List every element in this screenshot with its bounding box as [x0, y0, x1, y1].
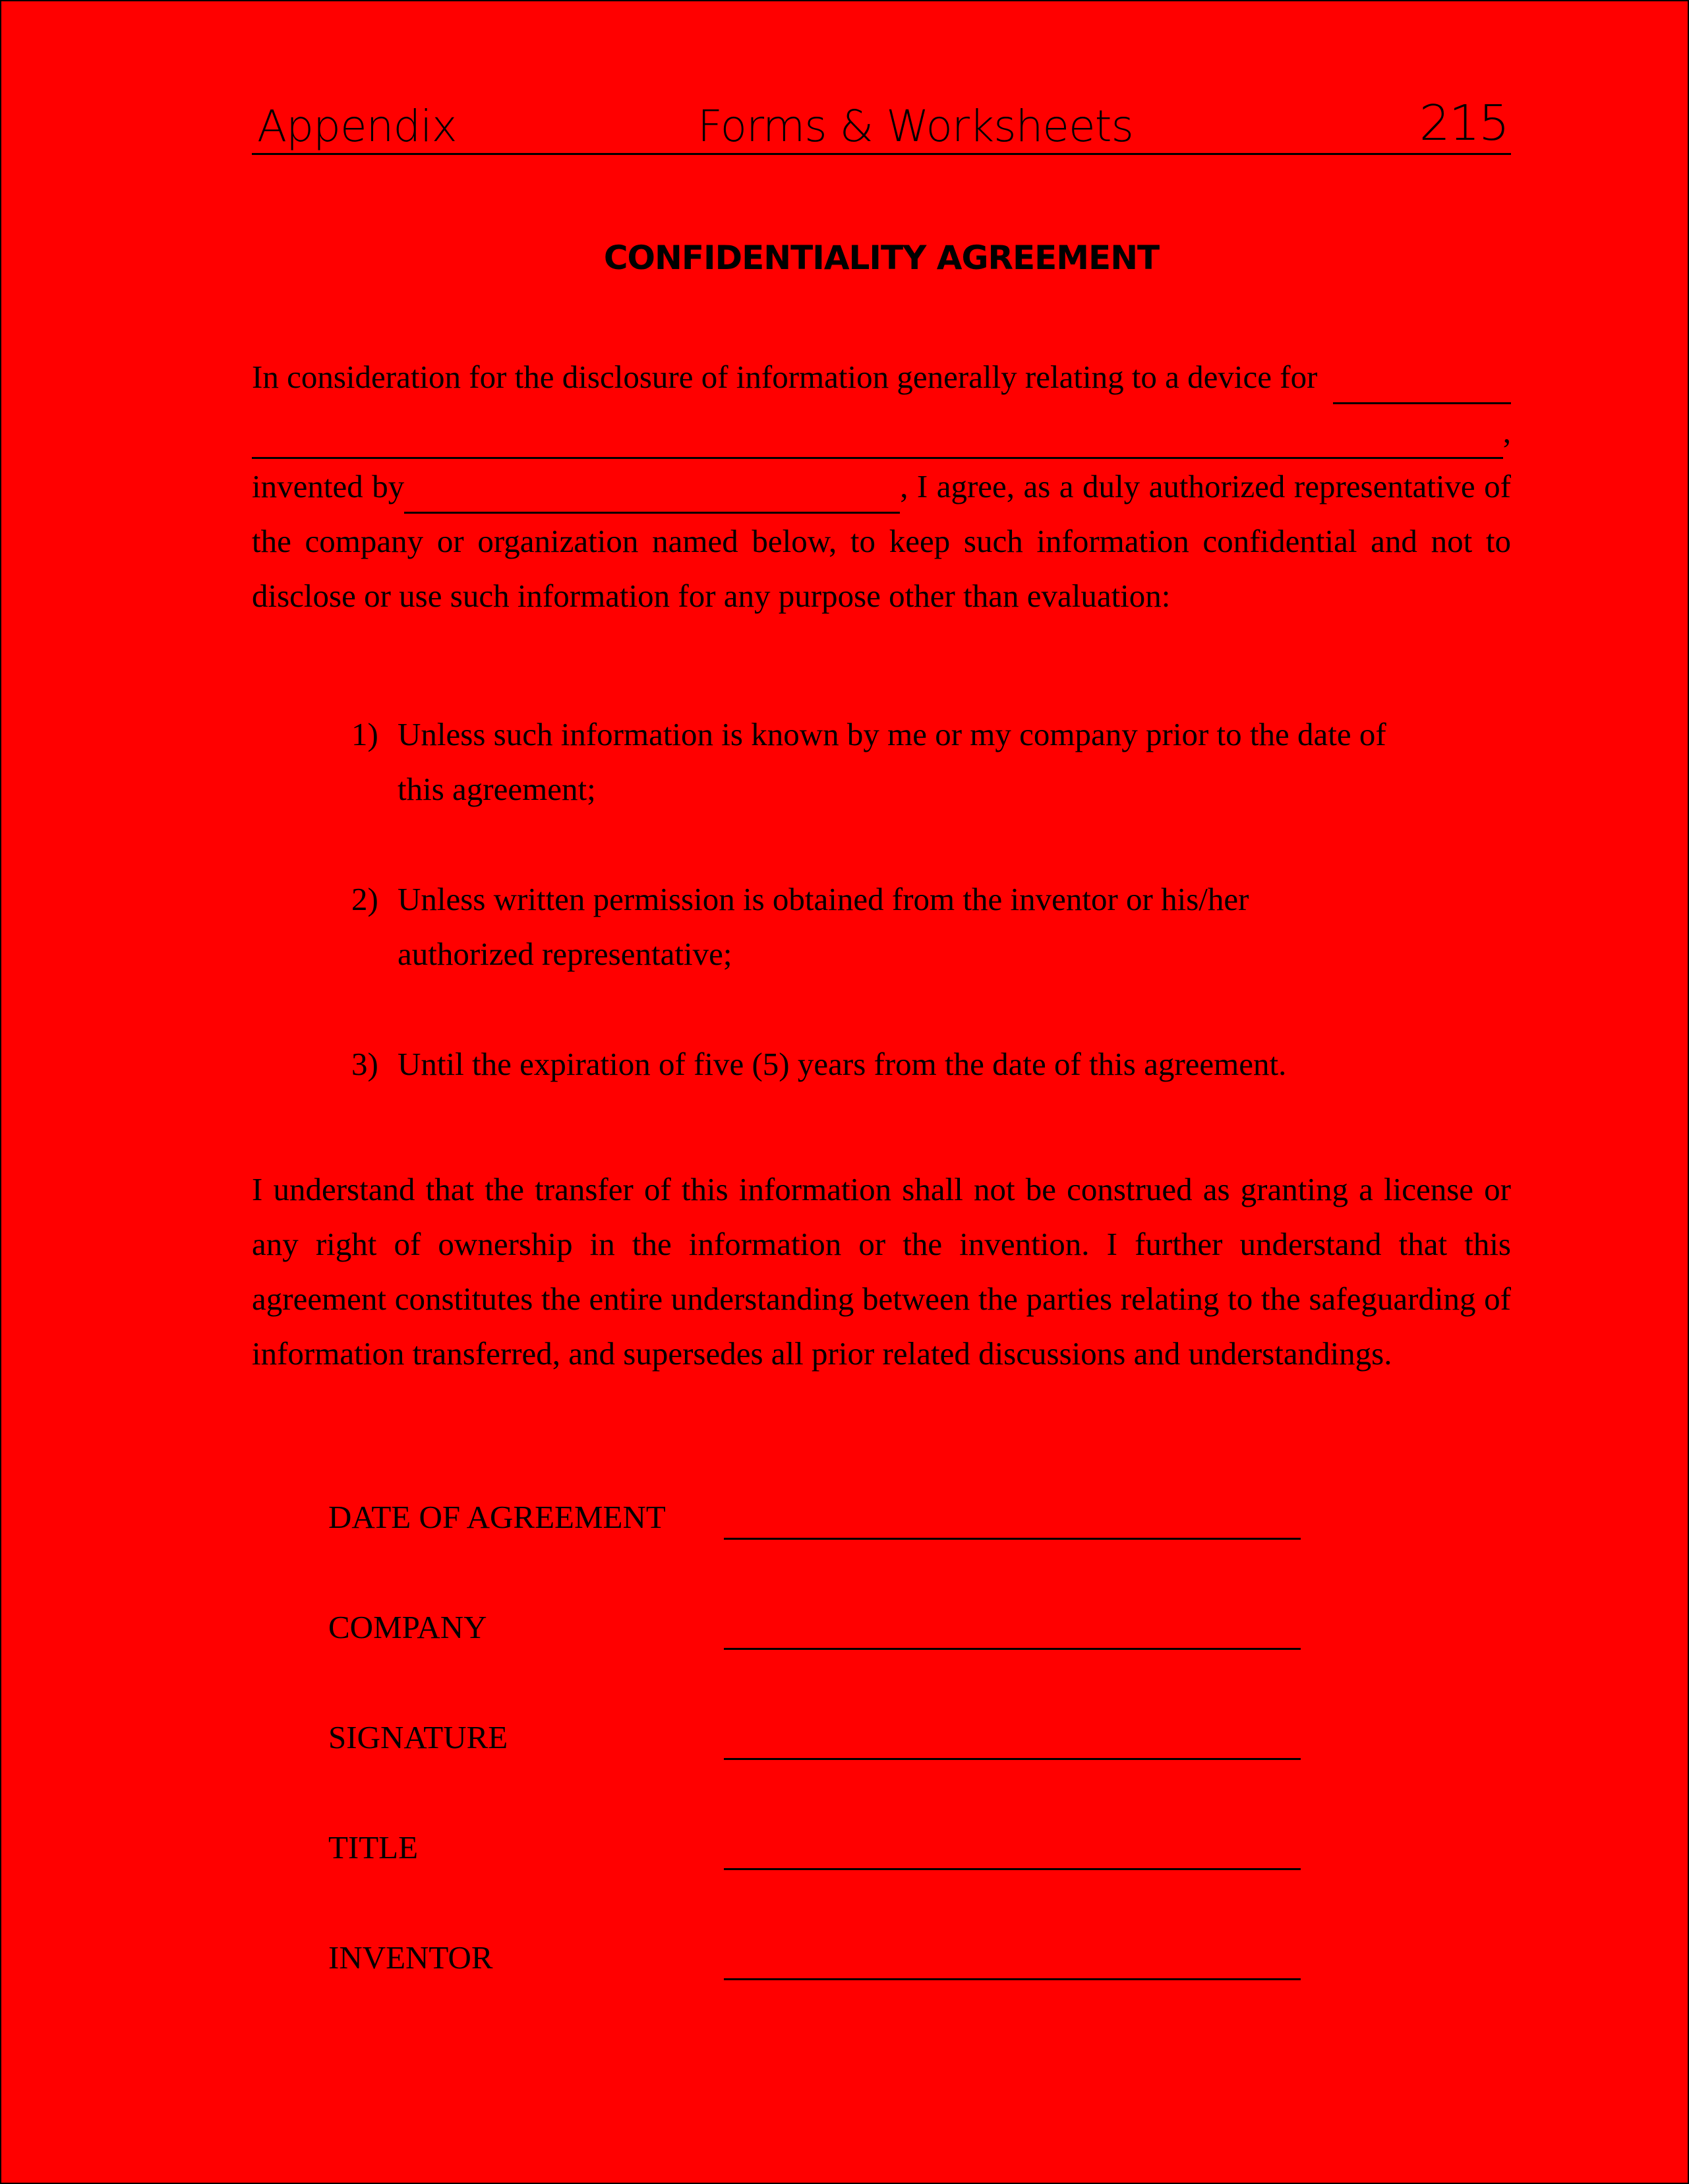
condition-number: 2)	[351, 881, 378, 917]
intro-invented-by: invented by	[252, 468, 405, 504]
intro-comma: ,	[1502, 413, 1511, 450]
condition-item	[351, 1037, 1393, 1091]
date-of-agreement-field[interactable]	[724, 1492, 1301, 1540]
device-description-blank-continued[interactable]	[252, 423, 1503, 459]
inventor-field[interactable]	[724, 1932, 1301, 1980]
device-description-blank[interactable]	[1333, 369, 1511, 404]
signature-row-company	[328, 1597, 1304, 1650]
inventor-name-blank[interactable]	[404, 478, 900, 514]
header-chapter-title: Forms & Worksheets	[697, 101, 1133, 152]
intro-paragraph	[252, 349, 1511, 623]
date-of-agreement-label: DATE OF AGREEMENT	[328, 1499, 666, 1535]
document-title: CONFIDENTIALITY AGREEMENT	[603, 239, 1160, 277]
title-field[interactable]	[724, 1822, 1301, 1870]
inventor-label: INVENTOR	[328, 1939, 493, 1976]
signature-row-signature	[328, 1707, 1304, 1760]
signature-field[interactable]	[724, 1712, 1301, 1760]
intro-text-part1: In consideration for the disclosure of information generally relating to a device for	[252, 359, 1318, 395]
condition-number: 1)	[351, 716, 378, 752]
page-number: 215	[1419, 95, 1508, 152]
signature-row-date	[328, 1487, 1304, 1540]
running-header	[252, 92, 1511, 155]
intro-line-3	[252, 459, 1511, 623]
condition-number: 3)	[351, 1046, 378, 1082]
intro-line-2	[252, 404, 1511, 459]
condition-text: Unless written permission is obtained from the inventor or his/her authorized representative;	[398, 881, 1249, 972]
title-label: TITLE	[328, 1829, 419, 1866]
intro-line-1	[252, 349, 1511, 404]
closing-paragraph: I understand that the transfer of this information shall not be construed as granting a license or any right of ownership in the information or the invention. I further understand that this agreement constitutes the entire understanding between the parties relating to the safeguarding of information transferred, and supersedes all prior related discussions and understandings.	[252, 1171, 1511, 1372]
header-section-label: Appendix	[257, 101, 457, 152]
condition-text: Until the expiration of five (5) years from the date of this agreement.	[398, 1046, 1287, 1082]
condition-item	[351, 707, 1393, 816]
intro-text-part2: , I agree, as a duly authorized representative of the company or organization named below, to keep such information confidential and not to disclose or use such information for any purpose other than evaluation:	[252, 468, 1511, 614]
condition-text: Unless such information is known by me or my company prior to the date of this agreement;	[398, 716, 1386, 807]
signature-label: SIGNATURE	[328, 1719, 508, 1755]
signature-row-inventor	[328, 1927, 1304, 1980]
company-label: COMPANY	[328, 1609, 487, 1645]
company-field[interactable]	[724, 1602, 1301, 1650]
condition-item	[351, 872, 1393, 981]
signature-row-title	[328, 1817, 1304, 1870]
